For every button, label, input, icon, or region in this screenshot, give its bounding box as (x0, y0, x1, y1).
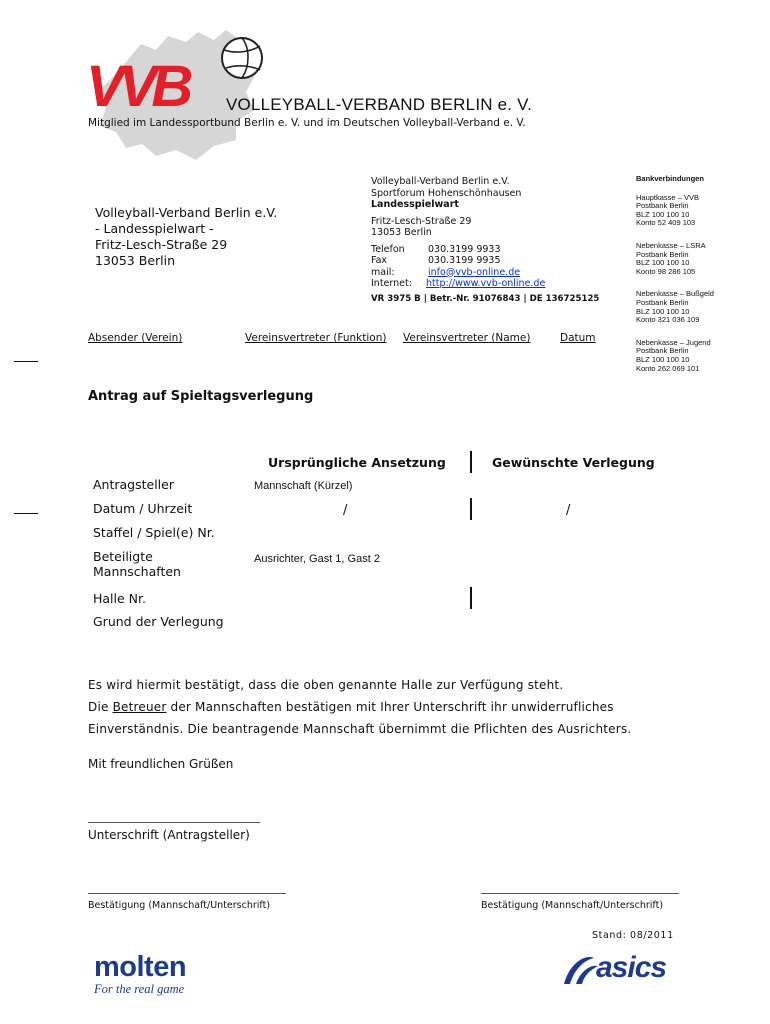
column-separator (470, 498, 472, 520)
bank-line: Konto 321 036 109 (636, 315, 700, 325)
beteiligte-input[interactable]: Ausrichter, Gast 1, Gast 2 (254, 553, 380, 565)
bank-line: BLZ 100 100 10 (636, 258, 690, 268)
text-span: Die (88, 700, 113, 714)
vvb-logo (86, 54, 226, 119)
col-header-requested: Gewünschte Verlegung (492, 455, 655, 470)
phone-value: 030.3199 9933 (428, 243, 501, 255)
org-subtitle: Mitglied im Landessportbund Berlin e. V. und im Deutschen Volleyball-Verband e. V. (88, 117, 526, 129)
asics-logo (560, 950, 690, 990)
phone-label: Telefon (371, 243, 405, 255)
signature-label-confirm-right: Bestätigung (Mannschaft/Unterschrift) (481, 900, 664, 911)
fax-value: 030.3199 9935 (428, 255, 501, 266)
recipient-line: Volleyball-Verband Berlin e.V. (95, 205, 278, 220)
bank-account (636, 242, 756, 276)
sender-street: Fritz-Lesch-Straße 29 (371, 215, 472, 227)
row-label-line: Beteiligte (93, 549, 153, 564)
bank-line: Hauptkasse – VVB (636, 192, 699, 202)
recipient-line: - Landesspielwart - (95, 221, 214, 236)
bank-line: Postbank Berlin (636, 297, 689, 307)
greeting: Mit freundlichen Grüßen (88, 757, 234, 771)
signature-line-confirm-right[interactable] (481, 893, 679, 894)
bank-account (636, 339, 756, 373)
recipient-line: 13053 Berlin (95, 253, 176, 268)
molten-tagline: For the real game (94, 982, 185, 996)
field-vertreter-funktion[interactable]: Vereinsvertreter (Funktion) (245, 332, 387, 344)
col-header-original: Ursprüngliche Ansetzung (268, 455, 446, 470)
row-label-grund: Grund der Verlegung (93, 614, 224, 629)
sender-line: Volleyball-Verband Berlin e.V. (371, 176, 510, 187)
registry-line: VR 3975 B | Betr.-Nr. 91076843 | DE 136725125 (371, 293, 600, 304)
molten-logo-text: molten (94, 951, 187, 983)
bank-line: Konto 98 286 105 (636, 266, 696, 276)
asics-logo-text: asics (596, 951, 667, 984)
signature-label-confirm-left: Bestätigung (Mannschaft/Unterschrift) (88, 900, 271, 911)
antragsteller-input[interactable]: Mannschaft (Kürzel) (254, 480, 353, 492)
column-separator (470, 587, 472, 609)
row-label-staffel: Staffel / Spiel(e) Nr. (93, 525, 215, 540)
signature-line-confirm-left[interactable] (88, 893, 286, 894)
body-text (88, 674, 631, 740)
volleyball-icon (220, 36, 264, 80)
stand-date: Stand: 08/2011 (592, 930, 674, 941)
bank-line: Konto 262 069 101 (636, 363, 700, 373)
bank-block (636, 175, 756, 373)
row-label-antragsteller: Antragsteller (93, 477, 174, 492)
row-label-datum: Datum / Uhrzeit (93, 501, 193, 516)
sender-block (371, 176, 599, 305)
row-label-halle: Halle Nr. (93, 591, 146, 606)
internet-label: Internet: (371, 278, 412, 289)
recipient-address (95, 205, 277, 269)
signature-line-applicant[interactable] (88, 822, 260, 823)
sender-line: Sportforum Hohenschönhausen (371, 187, 522, 199)
datum-original-input[interactable]: / (343, 503, 348, 518)
recipient-line: Fritz-Lesch-Straße 29 (95, 237, 228, 252)
signature-label-applicant: Unterschrift (Antragsteller) (88, 828, 250, 842)
sender-city: 13053 Berlin (371, 227, 432, 238)
fax-label: Fax (371, 255, 388, 266)
bank-account (636, 194, 756, 228)
bank-line: Nebenkasse – Bußgeld (636, 289, 714, 299)
vvb-logo-text: VVB (86, 54, 188, 119)
org-title: VOLLEYBALL-VERBAND BERLIN e. V. (226, 95, 533, 114)
internet-link[interactable]: http://www.vvb-online.de (426, 278, 546, 289)
bank-line: Postbank Berlin (636, 249, 689, 259)
sender-line: Landesspielwart (371, 199, 459, 210)
bank-title: Bankverbindungen (636, 174, 704, 183)
bank-line: Nebenkasse – LSRA (636, 240, 706, 250)
row-label-line: Mannschaften (93, 564, 181, 579)
bank-line: BLZ 100 100 10 (636, 209, 690, 219)
bank-line: Konto 52 409 103 (636, 218, 696, 228)
fold-mark (14, 361, 38, 362)
text-span: der Mannschaften bestätigen mit Ihrer Unterschrift ihr unwiderrufliches (166, 700, 614, 714)
asics-stripe-icon (560, 952, 600, 988)
body-paragraph: Es wird hiermit bestätigt, dass die oben genannte Halle zur Verfügung steht. (88, 678, 564, 692)
field-datum[interactable]: Datum (560, 332, 596, 344)
field-vertreter-name[interactable]: Vereinsvertreter (Name) (403, 332, 531, 344)
form-title: Antrag auf Spieltagsverlegung (88, 389, 314, 404)
molten-logo (94, 952, 224, 1000)
bank-line: BLZ 100 100 10 (636, 306, 690, 316)
bank-line: BLZ 100 100 10 (636, 354, 690, 364)
column-separator (470, 451, 472, 473)
datum-requested-input[interactable]: / (566, 503, 571, 518)
betreuer-link[interactable]: Betreuer (112, 700, 167, 714)
bank-line: Postbank Berlin (636, 201, 689, 211)
bank-line: Nebenkasse – Jugend (636, 337, 711, 347)
bank-account (636, 290, 756, 324)
body-paragraph (88, 696, 631, 718)
row-label-beteiligte (93, 549, 181, 579)
body-paragraph: Einverständnis. Die beantragende Mannschaft übernimmt die Pflichten des Ausrichters. (88, 722, 632, 736)
field-absender[interactable]: Absender (Verein) (88, 332, 183, 344)
mail-link[interactable]: info@vvb-online.de (428, 266, 521, 278)
mail-label: mail: (371, 266, 395, 278)
bank-line: Postbank Berlin (636, 346, 689, 356)
fold-mark (14, 513, 38, 514)
